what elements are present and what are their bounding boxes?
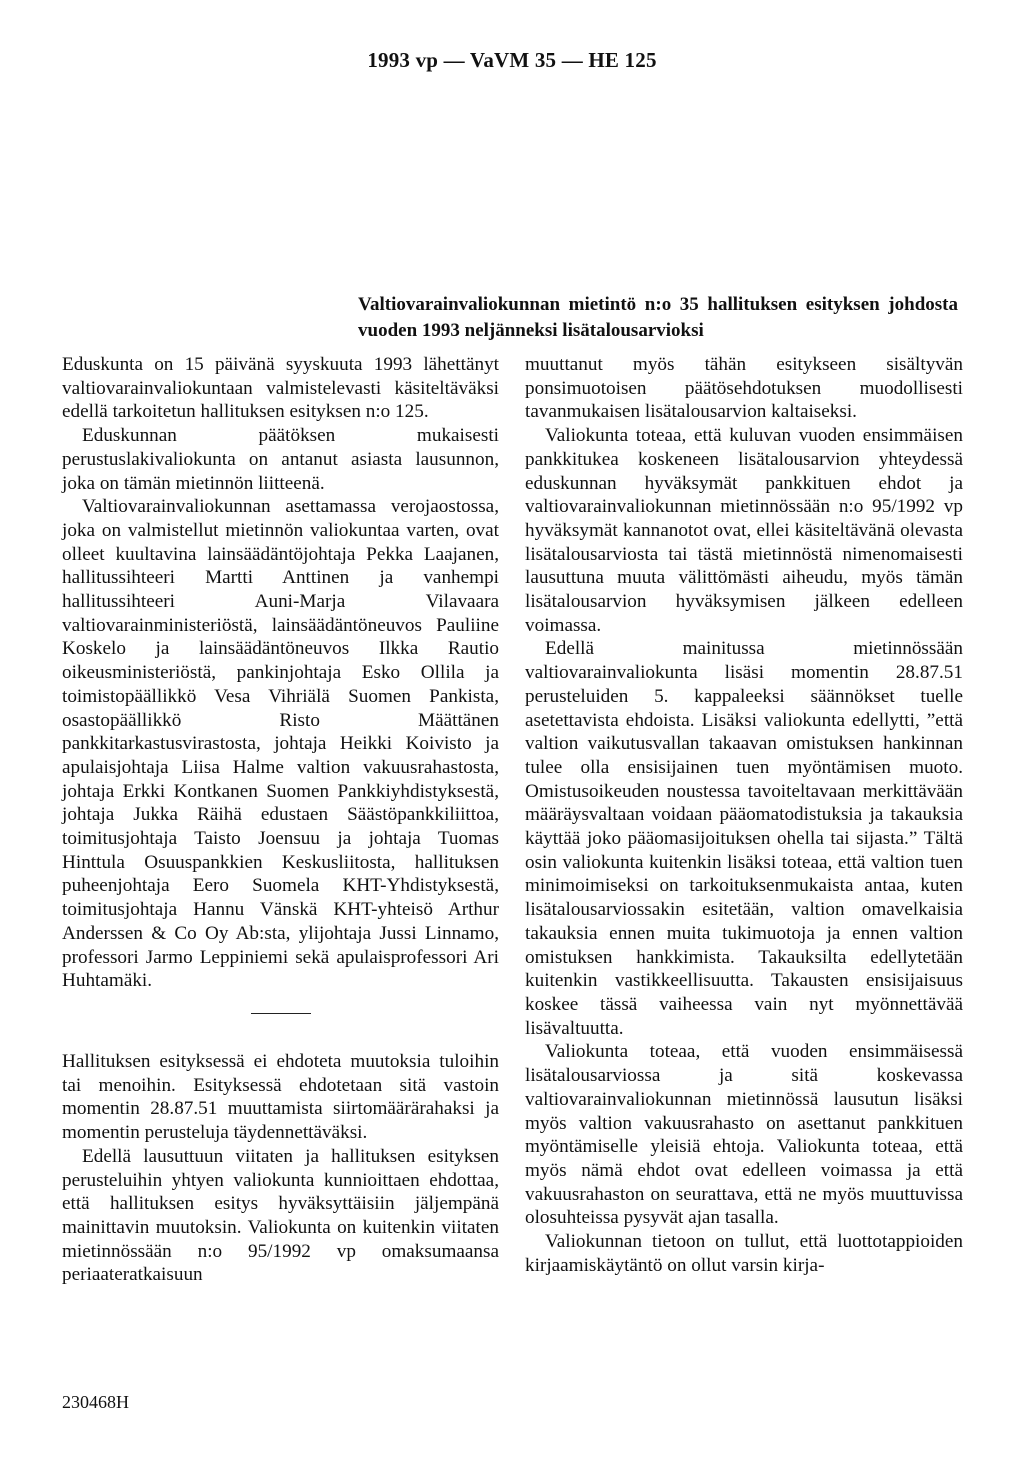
paragraph-hearings: Valtiovarainvaliokunnan asettamassa verojaostossa, joka on valmistellut mietinnön valiokuntaa varten, ovat olleet kuultavina lainsäädäntöjohtaja Pekka Laajanen, hallitussihteeri Martti Anttinen ja vanhempi hallitussihteeri Auni-Marja Vilavaara valtiovarainministeriöstä, lainsäädäntöneuvos Pauliine Koskelo ja lainsäädäntöneuvos Ilkka Rautio oikeusministeriöstä, pankinjohtaja Esko Ollila ja toimistopäällikkö Vesa Vihriälä Suomen Pankista, osastopäällikkö Risto Määttänen pankkitarkastusvirastosta, johtaja Heikki Koivisto ja apulaisjohtaja Liisa Halme valtion vakuusrahastosta, johtaja Erkki Kontkanen Suomen Pankkiyhdistyksestä, johtaja Jukka Räihä edustaen Säästöpankkiliittoa, toimitusjohtaja Taisto Joensuu ja johtaja Tuomas Hinttula Osuuspankkien Keskusliitosta, hallituksen puheenjohtaja Eero Suomela KHT-Yhdistyksestä, toimitusjohtaja Hannu Vänskä KHT-yhteisö Arthur Anderssen & Co Oy Ab:sta, ylijohtaja Jussi Linnamo, professori Jarmo Leppiniemi sekä apulaisprofessori Ari Huhtamäki.: [62, 496, 499, 992]
paragraph-continuation: muuttanut myös tähän esitykseen sisältyvän ponsimuotoisen päätösehdotuksen muodollisesti tavanmukaisen lisätalousarvion kaltaiseksi.: [525, 354, 963, 423]
right-column: [525, 353, 963, 1277]
paragraph-moment-justifications: Edellä mainitussa mietinnössään valtiovarainvaliokunta lisäsi momentin 28.87.51 perusteluiden 5. kappaleeksi säännökset tuelle asetettavista ehdoista. Lisäksi valiokunta edellytti, ”että valtion vaikutusvallan takaavan omistuksen hankinnan tulee olla ensisijainen tuen myöntämisen muoto. Omistusoikeuden noustessa tavoiteltavaan merkittävään määräysvaltaan voidaan pääomatodistuksia ja takauksia käyttää joko pääomasijoituksen ohella tai sijasta.” Tältä osin valiokunta kuitenkin lisäksi toteaa, että valtion tuen minimoimiseksi on tarkoituksenmukaista antaa, kuten lisätalousarviossakin esitetään, valtion omavelkaisia takauksia ennen muita tukimuotoja ja ennen valtion omistuksen hankkimista. Takauksilta edellytetään kuitenkin vastikkeellisuutta. Takausten ensisijaisuus koskee tässä vaiheessa vain nyt myönnettävää lisävaltuutta.: [525, 638, 963, 1039]
paragraph-committee-proposal: Edellä lausuttuun viitaten ja hallituksen esityksen perusteluihin yhtyen valiokunta kunnioittaen ehdottaa, että hallituksen esitys hyväksyttäisiin jäljempänä mainittavin muutoksin. Valiokunta on kuitenkin viitaten mietinnössään n:o 95/1992 vp omaksumaansa periaateratkaisuun: [62, 1145, 499, 1286]
paragraph-referral: Eduskunta on 15 päivänä syyskuuta 1993 lähettänyt valtiovarainvaliokuntaan valmistelevasti käsiteltäväksi edellä tarkoitetun hallituksen esityksen n:o 125.: [62, 354, 499, 423]
paragraph-guarantee-fund: Valiokunta toteaa, että vuoden ensimmäisessä lisätalousarviossa ja sitä koskevassa valtiovarainvaliokunnan mietinnössä lausutun lisäksi myös valtion vakuusrahasto on asettanut pankkituen myöntämiselle yleisiä ehtoja. Valiokunta toteaa, että myös nämä ehdot ovat edelleen voimassa ja että vakuusrahaston on seurattava, että ne myös muuttuvissa olosuhteissa pysyvät ajan tasalla.: [525, 1041, 963, 1229]
paragraph-bank-support-conditions: Valiokunta toteaa, että kuluvan vuoden ensimmäisen pankkitukea koskeneen lisätalousarvion yhteydessä eduskunnan hyväksymät pankkituen ehdot ja valtiovarainvaliokunnan mietinnössään n:o 95/1992 vp hyväksymät kannanotot ovat, ellei käsiteltävänä olevasta lisätalousarviosta tai tästä mietinnöstä nimenomaisesti lausuttuna muuta välittömästi aiheudu, myös tämän lisätalousarvion hyväksymisen jälkeen edelleen voimassa.: [525, 425, 963, 636]
report-title: Valtiovarainvaliokunnan mietintö n:o 35 hallituksen esityksen johdosta vuoden 1993 neljänneksi lisätalousarvioksi: [358, 294, 958, 341]
section-divider: [251, 1013, 311, 1014]
paragraph-proposal-summary: Hallituksen esityksessä ei ehdoteta muutoksia tuloihin tai menoihin. Esityksessä ehdotetaan sitä vastoin momentin 28.87.51 muuttamista siirtomäärärahaksi ja momentin perusteluja täydennettäväksi.: [62, 1050, 499, 1144]
left-column: [62, 353, 499, 1287]
paragraph-credit-losses: Valiokunnan tietoon on tullut, että luottotappioiden kirjaamiskäytäntö on ollut varsin kirja-: [525, 1231, 963, 1276]
paragraph-constitutional-committee: Eduskunnan päätöksen mukaisesti perustuslakivaliokunta on antanut asiasta lausunnon, joka on tämän mietinnön liitteenä.: [62, 425, 499, 494]
page-running-header: 1993 vp — VaVM 35 — HE 125: [367, 48, 657, 72]
document-code: 230468H: [62, 1392, 129, 1412]
